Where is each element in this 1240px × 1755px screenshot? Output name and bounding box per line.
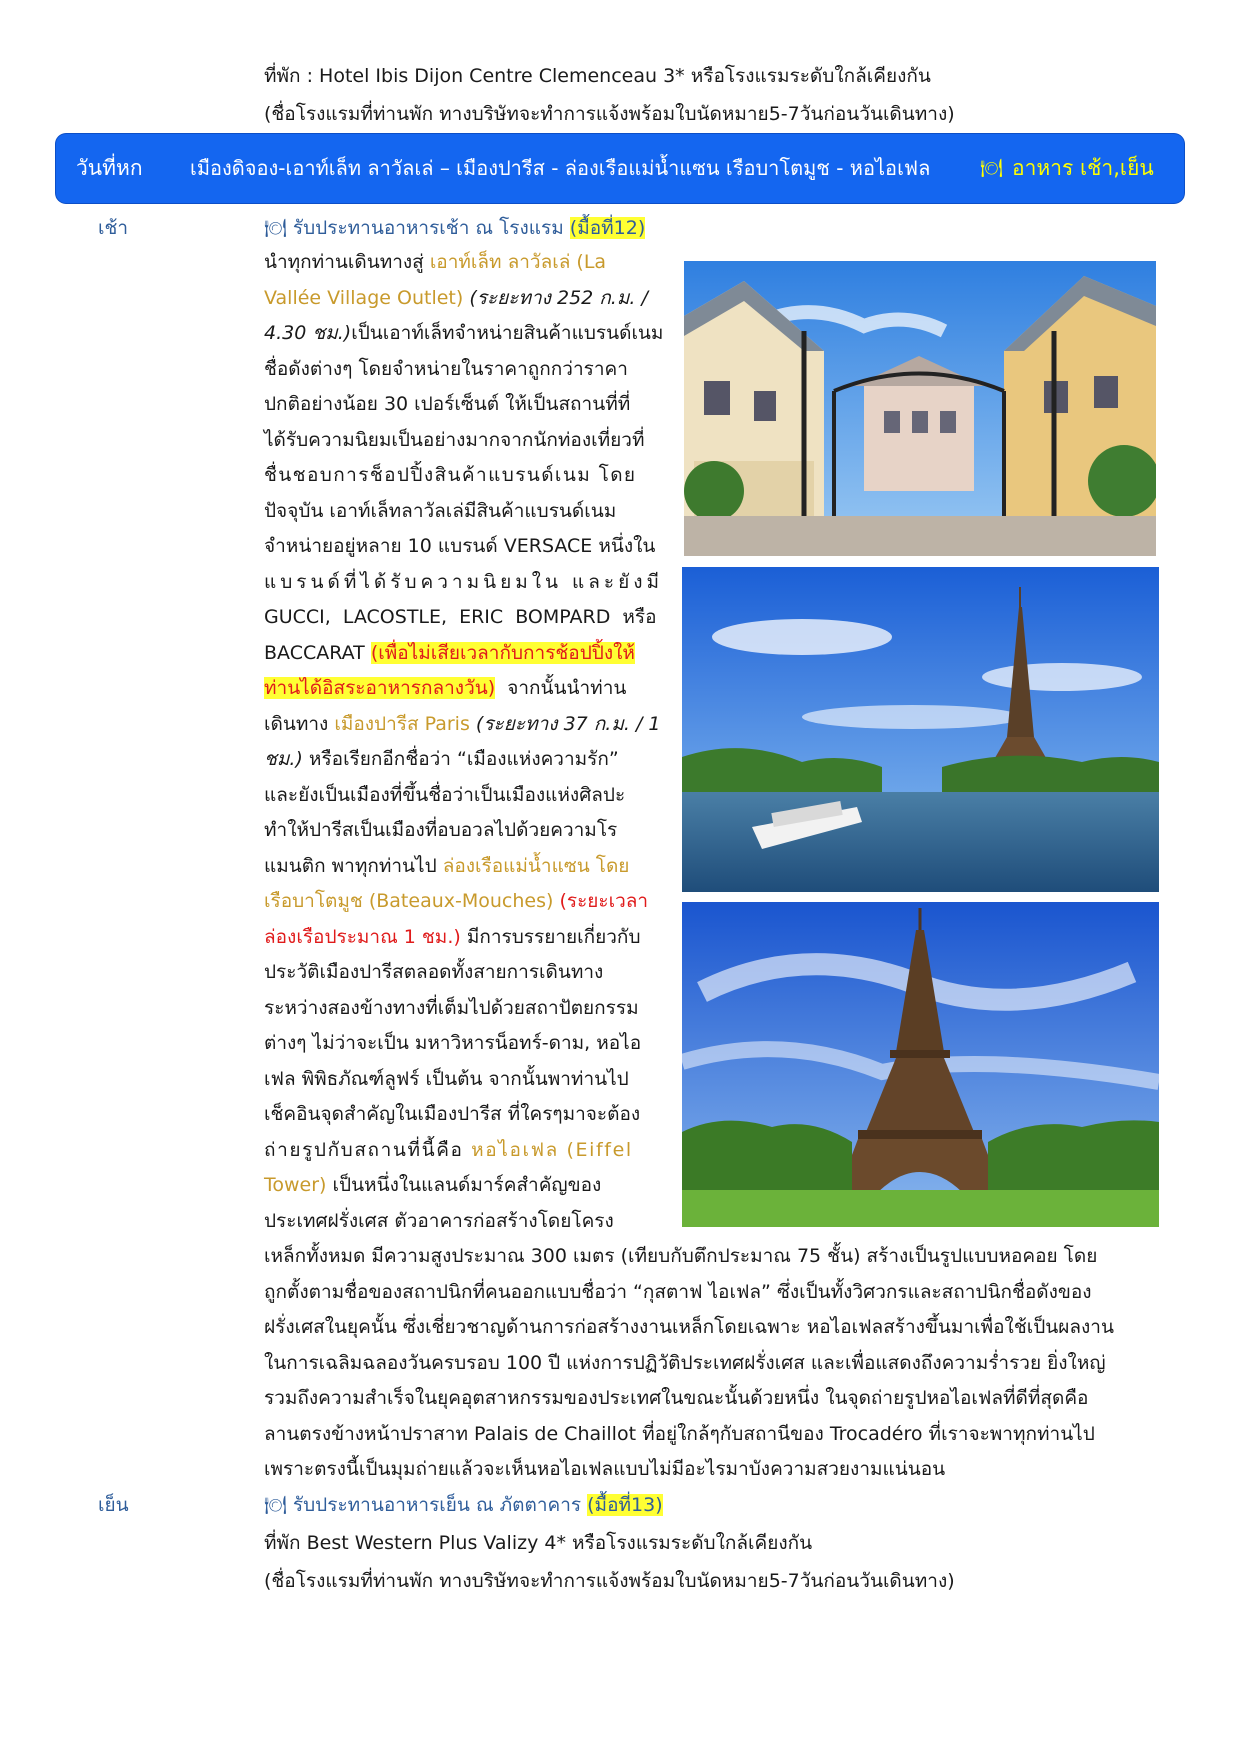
body-line: แมนติก พาทุกท่านไป ล่องเรือแม่น้ำแซน โดย (264, 854, 630, 877)
body-line: เพราะตรงนี้เป็นมุมถ่ายแล้วจะเห็นหอไอเฟลแบบไม่มีอะไรมาบังความสวยงามแน่นอน (264, 1458, 946, 1480)
body-line: ปกติอย่างน้อย 30 เปอร์เซ็นต์ ให้เป็นสถานที่ที่ (264, 393, 631, 415)
body-line: ทำให้ปารีสเป็นเมืองที่อบอวลไปด้วยความโร (264, 819, 618, 841)
day-banner (56, 134, 1184, 203)
body-line: เฟล พิพิธภัณฑ์ลูฟร์ เป็นต้น จากนั้นพาท่านไป (264, 1067, 629, 1090)
body-line: เหล็กทั้งหมด มีความสูงประมาณ 300 เมตร (เทียบกับตึกประมาณ 75 ชั้น) สร้างเป็นรูปแบบหอคอย โดย (264, 1245, 1098, 1267)
body-line: ประเทศฝรั่งเศส ตัวอาคารก่อสร้างโดยโครง (264, 1209, 614, 1232)
meal-icon: 🍽 (980, 158, 1003, 179)
eiffel-tower-photo (682, 902, 1159, 1227)
seine-river-photo (682, 567, 1159, 892)
prev-hotel-line: ที่พัก : Hotel Ibis Dijon Centre Clemenceau 3* หรือโรงแรมระดับใกล้เคียงกัน (264, 65, 931, 87)
prev-hotel-notice: (ชื่อโรงแรมที่ท่านพัก ทางบริษัทจะทำการแจ้งพร้อมใบนัดหมาย5-7วันก่อนวันเดินทาง) (264, 103, 955, 125)
body-line: แบรนด์ที่ได้รับความนิยมใน และยังมี (264, 570, 664, 593)
body-line: เช็คอินจุดสำคัญในเมืองปารีส ที่ใครๆมาจะต้อง (264, 1103, 641, 1125)
body-line: เรือบาโตมูช (Bateaux-Mouches) (ระยะเวลา (264, 890, 649, 912)
body-line: BACCARAT (เพื่อไม่เสียเวลากับการช้อปปิ้งให้ (264, 641, 635, 664)
dish-icon: 🍽 (264, 1495, 287, 1516)
body-line: ได้รับความนิยมเป็นอย่างมากจากนักท่องเที่ยวที่ (264, 428, 645, 451)
body-line: ต่างๆ ไม่ว่าจะเป็น มหาวิหารน็อทร์-ดาม, หอไอ (264, 1032, 642, 1054)
dinner-line (264, 1487, 663, 1524)
hotel-notice: (ชื่อโรงแรมที่ท่านพัก ทางบริษัทจะทำการแจ้งพร้อมใบนัดหมาย5-7วันก่อนวันเดินทาง) (264, 1570, 955, 1592)
body-line: ประวัติเมืองปารีสตลอดทั้งสายการเดินทาง (264, 961, 604, 983)
evening-label: เย็น (98, 1494, 129, 1516)
hotel-line: ที่พัก Best Western Plus Valizy 4* หรือโรงแรมระดับใกล้เคียงกัน (264, 1532, 813, 1554)
body-line: ในการเฉลิมฉลองวันครบรอบ 100 ปี แห่งการปฏิวัติประเทศฝรั่งเศส และเพื่อแสดงถึงความร่ำรวย ยิ่งใหญ่ (264, 1351, 1106, 1374)
body-line: ถ่ายรูปกับสถานที่นี้คือ หอไอเฟล (Eiffel (264, 1138, 633, 1161)
breakfast-line (264, 210, 645, 247)
body-wide (264, 1239, 1157, 1488)
body-line: 4.30 ชม.)เป็นเอาท์เล็ทจำหน่ายสินค้าแบรนด์เนม (264, 322, 664, 344)
body-line: และยังเป็นเมืองที่ขึ้นชื่อว่าเป็นเมืองแห่งศิลปะ (264, 783, 626, 806)
body-line: ชื่นชอบการช็อปปิ้งสินค้าแบรนด์เนม โดย (264, 464, 637, 486)
body-narrow (264, 245, 666, 1239)
breakfast-text: รับประทานอาหารเช้า ณ โรงแรม (292, 217, 564, 239)
body-line: ท่านได้อิสระอาหารกลางวัน) จากนั้นนำท่าน (264, 677, 627, 699)
body-line: ฝรั่งเศสในยุคนั้น ซึ่งเชี่ยวชาญด้านการก่อสร้างงานเหล็กโดยเฉพาะ หอไอเฟลสร้างขึ้นมาเพื่อใช้เป็นผลงาน (264, 1316, 1114, 1338)
morning-label: เช้า (98, 217, 129, 239)
body-line: เดินทาง เมืองปารีส Paris (ระยะทาง 37 ก.ม. / 1 (264, 712, 661, 735)
body-line: ระหว่างสองข้างทางที่เต็มไปด้วยสถาปัตยกรรม (264, 996, 639, 1019)
day-label: วันที่หก (76, 156, 143, 180)
body-line: ปัจจุบัน เอาท์เล็ทลาวัลเล่มีสินค้าแบรนด์เนม (264, 499, 617, 522)
dinner-text: รับประทานอาหารเย็น ณ ภัตตาคาร (292, 1494, 582, 1516)
body-line: Vallée Village Outlet) (ระยะทาง 252 ก.ม. / (264, 286, 648, 309)
day-route: เมืองดิจอง-เอาท์เล็ท ลาวัลเล่ – เมืองปารีส - ล่องเรือแม่น้ำแซน เรือบาโตมูช - หอไอเฟล (190, 156, 931, 180)
body-line: ชม.) หรือเรียกอีกชื่อว่า “เมืองแห่งความรัก” (264, 748, 619, 770)
dish-icon: 🍽 (264, 218, 287, 239)
dinner-meal-number: (มื้อที่13) (587, 1494, 663, 1516)
body-line: ล่องเรือประมาณ 1 ชม.) มีการบรรยายเกี่ยวกับ (264, 925, 641, 948)
body-line: ชื่อดังต่างๆ โดยจำหน่ายในราคาถูกกว่าราคา (264, 357, 628, 380)
body-line: GUCCI, LACOSTLE, ERIC BOMPARD หรือ (264, 606, 657, 628)
outlet-photo (684, 261, 1156, 556)
body-line: นำทุกท่านเดินทางสู่ เอาท์เล็ท ลาวัลเล่ (La (264, 251, 607, 273)
day-meals: อาหาร เช้า,เย็น (1012, 156, 1154, 180)
body-line: รวมถึงความสำเร็จในยุคอุตสาหกรรมของประเทศในขณะนั้นด้วยหนึ่ง ในจุดถ่ายรูปหอไอเฟลที่ดีที่สุดคือ (264, 1387, 1089, 1409)
body-line: ลานตรงข้างหน้าปราสาท Palais de Chaillot ที่อยู่ใกล้ๆกับสถานีของ Trocadéro ที่เราจะพาทุกท่านไป (264, 1422, 1095, 1445)
body-line: จำหน่ายอยู่หลาย 10 แบรนด์ VERSACE หนึ่งใน (264, 535, 656, 557)
breakfast-meal-number: (มื้อที่12) (569, 217, 646, 239)
body-line: ถูกตั้งตามชื่อของสถาปนิกที่คนออกแบบชื่อว่า “กุสตาฟ ไอเฟล” ซึ่งเป็นทั้งวิศวกรและสถาปนิกชื่อดังของ (264, 1280, 1092, 1303)
body-line: Tower) เป็นหนึ่งในแลนด์มาร์คสำคัญของ (264, 1174, 602, 1196)
